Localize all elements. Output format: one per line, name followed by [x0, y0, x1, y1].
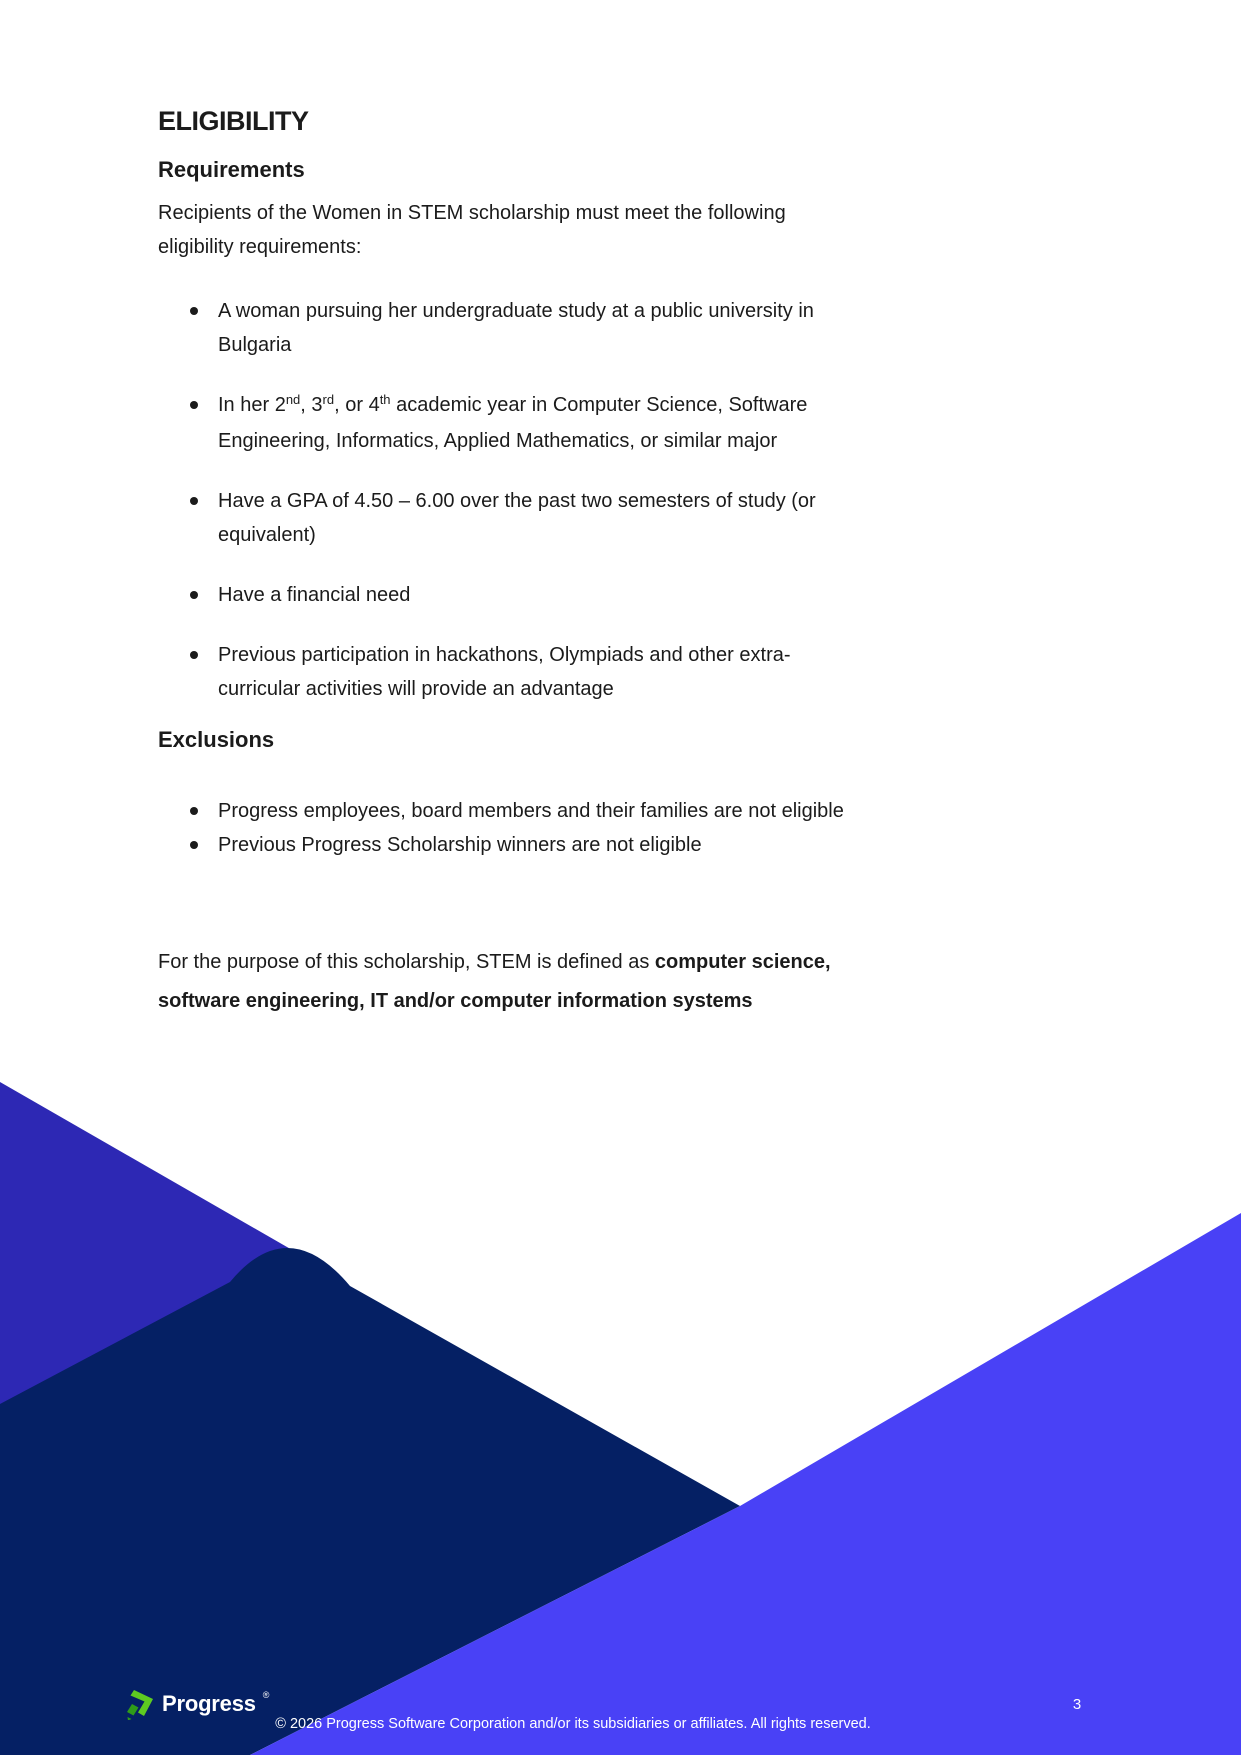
bullet-item — [158, 794, 1108, 828]
text-segment: Bulgaria — [218, 334, 292, 356]
requirements-bullet-list — [158, 294, 1108, 706]
exclusions-heading: Exclusions — [158, 727, 275, 752]
bullet-marker — [190, 497, 198, 505]
text-line — [218, 672, 1108, 706]
text-segment: curricular activities will provide an advantage — [218, 678, 614, 700]
page-number: 3 — [1072, 1696, 1082, 1713]
requirements-heading: Requirements — [158, 157, 305, 182]
exclusions-bullet-list — [158, 794, 1108, 862]
text-segment: A woman pursuing her undergraduate study at a public university in — [218, 300, 814, 322]
text-segment: Previous participation in hackathons, Olympiads and other extra- — [218, 644, 791, 666]
bold-text: computer science, — [654, 951, 831, 973]
text-line — [158, 943, 1108, 982]
bullet-item — [158, 294, 1108, 362]
superscript-text: nd — [285, 392, 301, 407]
text-segment: , or 4 — [334, 394, 380, 416]
text-line — [218, 578, 1108, 612]
text-segment: Recipients of the Women in STEM scholarship must meet the following — [158, 202, 786, 224]
text-line — [218, 388, 1108, 424]
bullet-marker — [190, 401, 198, 409]
text-line — [218, 484, 1108, 518]
bold-text: software engineering, IT and/or computer information systems — [158, 990, 753, 1012]
progress-arrow-icon — [124, 1688, 156, 1720]
text-line — [218, 518, 1108, 552]
bullet-marker — [190, 807, 198, 815]
text-segment: , 3 — [300, 394, 323, 416]
bullet-marker — [190, 841, 198, 849]
text-segment: Progress employees, board members and their families are not eligible — [218, 800, 844, 822]
text-segment: Previous Progress Scholarship winners are not eligible — [218, 834, 702, 856]
text-line — [158, 196, 1108, 230]
text-segment: eligibility requirements: — [158, 236, 362, 258]
text-segment: For the purpose of this scholarship, STEM is defined as — [158, 951, 655, 973]
text-segment: academic year in Computer Science, Software — [390, 394, 808, 416]
bullet-marker — [190, 651, 198, 659]
registered-trademark-symbol: ® — [262, 1690, 270, 1700]
page-title: ELIGIBILITY — [158, 106, 309, 136]
text-line — [158, 982, 1108, 1021]
text-line — [218, 638, 1108, 672]
text-segment: Have a GPA of 4.50 – 6.00 over the past two semesters of study (or — [218, 490, 816, 512]
bullet-marker — [190, 591, 198, 599]
superscript-text: th — [379, 392, 391, 407]
progress-logo — [124, 1688, 269, 1720]
stem-definition-paragraph — [158, 943, 1108, 1021]
requirements-intro-paragraph — [158, 196, 1108, 264]
bullet-item — [158, 828, 1108, 862]
text-line — [218, 828, 1108, 862]
text-segment: Engineering, Informatics, Applied Mathematics, or similar major — [218, 430, 778, 452]
bullet-item — [158, 388, 1108, 458]
text-segment: In her 2 — [218, 394, 286, 416]
bullet-item — [158, 484, 1108, 552]
copyright-notice: © 2026 Progress Software Corporation and/or its subsidiaries or affiliates. All rights reserved. — [275, 1716, 871, 1732]
superscript-text: rd — [322, 392, 335, 407]
text-line — [218, 294, 1108, 328]
text-segment: equivalent) — [218, 524, 316, 546]
text-line — [218, 424, 1108, 458]
text-line — [218, 794, 1108, 828]
text-segment: Have a financial need — [218, 584, 411, 606]
bullet-marker — [190, 307, 198, 315]
text-line — [218, 328, 1108, 362]
progress-wordmark: Progress — [162, 1691, 256, 1716]
text-line — [158, 230, 1108, 264]
bullet-item — [158, 638, 1108, 706]
bullet-item — [158, 578, 1108, 612]
